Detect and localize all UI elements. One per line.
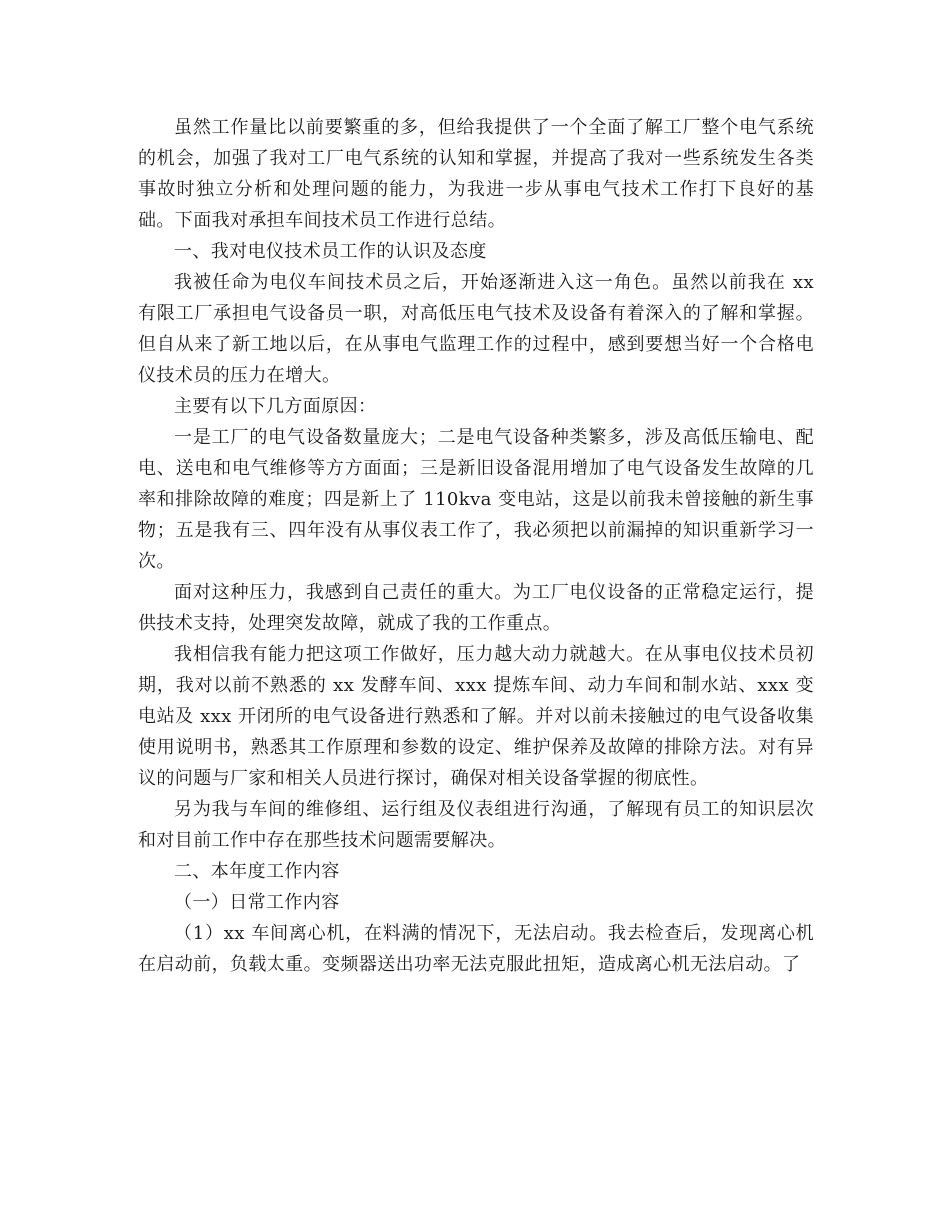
paragraph-reasons: 一是工厂的电气设备数量庞大；二是电气设备种类繁多，涉及高低压输电、配电、送电和电气维修等方方面面；三是新旧设备混用增加了电气设备发生故障的几率和排除故障的难度；四是新上了 110kva 变电站，这是以前我未曾接触的新生事物；五是我有三、四年没有从事仪表工作了，我必须把以前漏掉的知识重新学习一次。: [138, 427, 814, 572]
paragraph-ability: 我相信我有能力把这项工作做好，压力越大动力就越大。在从事电仪技术员初期，我对以前不熟悉的 xx 发酵车间、xxx 提炼车间、动力车间和制水站、xxx 变电站及 xxx 开闭所的电气设备进行熟悉和了解。并对以前未接触过的电气设备收集使用说明书，熟悉其工作原理和参数的设定、维护保养及故障的排除方法。对有异议的问题与厂家和相关人员进行探讨，确保对相关设备掌握的彻底性。: [138, 644, 814, 789]
section-heading-1: 一、我对电仪技术员工作的认识及态度: [174, 241, 487, 262]
subsection-heading-1: （一）日常工作内容: [174, 892, 340, 913]
paragraph-pressure: 面对这种压力，我感到自己责任的重大。为工厂电仪设备的正常稳定运行，提供技术支持，处理突发故障，就成了我的工作重点。: [138, 582, 814, 634]
document-page: [138, 112, 814, 980]
paragraph-reasons-intro: 主要有以下几方面原因：: [174, 396, 377, 417]
paragraph-item-1: （1）xx 车间离心机，在料满的情况下，无法启动。我去检查后，发现离心机在启动前，负载太重。变频器送出功率无法克服此扭矩，造成离心机无法启动。了: [138, 923, 814, 975]
section-heading-2: 二、本年度工作内容: [174, 861, 340, 882]
paragraph-communication: 另为我与车间的维修组、运行组及仪表组进行沟通，了解现有员工的知识层次和对目前工作中存在那些技术问题需要解决。: [138, 799, 814, 851]
paragraph-intro: 虽然工作量比以前要繁重的多，但给我提供了一个全面了解工厂整个电气系统的机会，加强了我对工厂电气系统的认知和掌握，并提高了我对一些系统发生各类事故时独立分析和处理问题的能力，为我进一步从事电气技术工作打下良好的基础。下面我对承担车间技术员工作进行总结。: [138, 117, 814, 231]
paragraph-role: 我被任命为电仪车间技术员之后，开始逐渐进入这一角色。虽然以前我在 xx 有限工厂承担电气设备员一职，对高低压电气技术及设备有着深入的了解和掌握。但自从来了新工地以后，在从事电气监理工作的过程中，感到要想当好一个合格电仪技术员的压力在增大。: [138, 272, 814, 386]
